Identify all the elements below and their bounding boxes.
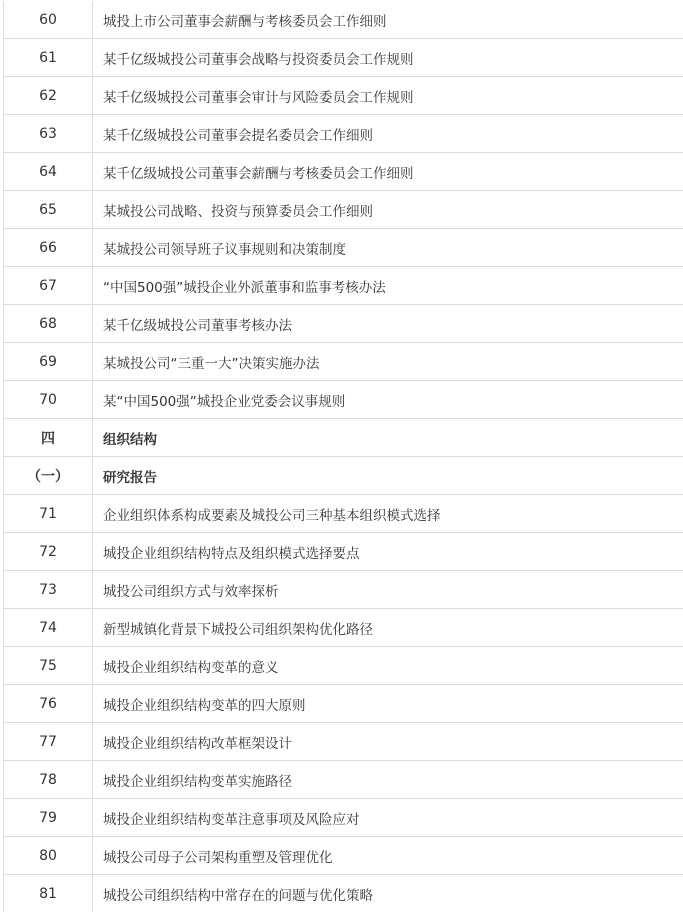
- row-number: 62: [4, 77, 93, 114]
- row-title: 城投企业组织结构变革的四大原则: [103, 697, 306, 714]
- table-row: [4, 533, 683, 571]
- row-number: 68: [4, 305, 93, 342]
- row-number: 61: [4, 39, 93, 76]
- row-title: 某“中国500强”城投企业党委会议事规则: [103, 393, 346, 410]
- row-title: 城投公司母子公司架构重塑及管理优化: [103, 849, 333, 866]
- row-number: 76: [4, 685, 93, 722]
- row-title: 某千亿级城投公司董事会提名委员会工作细则: [103, 127, 373, 144]
- row-title: 新型城镇化背景下城投公司组织架构优化路径: [103, 621, 373, 638]
- row-number: 78: [4, 761, 93, 798]
- row-number: 80: [4, 837, 93, 874]
- table-row: [4, 229, 683, 267]
- row-title: 某千亿级城投公司董事会薪酬与考核委员会工作细则: [103, 165, 414, 182]
- subsection-heading-row: [4, 457, 683, 495]
- table-row: [4, 571, 683, 609]
- table-row: [4, 875, 683, 912]
- row-title: 城投企业组织结构变革实施路径: [103, 773, 292, 790]
- table-row: [4, 39, 683, 77]
- table-row: [4, 305, 683, 343]
- row-number: 74: [4, 609, 93, 646]
- row-number: 73: [4, 571, 93, 608]
- table-row: [4, 1, 683, 39]
- row-number: 69: [4, 343, 93, 380]
- catalog-table: [3, 1, 683, 912]
- row-title: 城投企业组织结构特点及组织模式选择要点: [103, 545, 360, 562]
- table-row: [4, 495, 683, 533]
- row-title: 城投企业组织结构变革注意事项及风险应对: [103, 811, 360, 828]
- table-row: [4, 381, 683, 419]
- row-number: 70: [4, 381, 93, 418]
- subsection-title: 研究报告: [103, 469, 157, 486]
- table-row: [4, 191, 683, 229]
- row-number: 72: [4, 533, 93, 570]
- row-number: 81: [4, 875, 93, 912]
- row-title: 城投企业组织结构变革的意义: [103, 659, 279, 676]
- row-title: “中国500强”城投企业外派董事和监事考核办法: [103, 279, 386, 296]
- row-title: 城投企业组织结构改革框架设计: [103, 735, 292, 752]
- row-number: 77: [4, 723, 93, 760]
- row-number: 79: [4, 799, 93, 836]
- subsection-number: （一）: [4, 457, 93, 494]
- row-number: 71: [4, 495, 93, 532]
- row-title: 某城投公司“三重一大”决策实施办法: [103, 355, 320, 372]
- table-row: [4, 685, 683, 723]
- table-row: [4, 267, 683, 305]
- row-number: 65: [4, 191, 93, 228]
- row-title: 某千亿级城投公司董事考核办法: [103, 317, 292, 334]
- table-row: [4, 837, 683, 875]
- section-number: 四: [4, 419, 93, 456]
- row-number: 67: [4, 267, 93, 304]
- row-number: 63: [4, 115, 93, 152]
- section-heading-row: [4, 419, 683, 457]
- row-title: 城投公司组织方式与效率探析: [103, 583, 279, 600]
- row-number: 64: [4, 153, 93, 190]
- row-title: 某千亿级城投公司董事会战略与投资委员会工作规则: [103, 51, 414, 68]
- table-row: [4, 799, 683, 837]
- row-number: 75: [4, 647, 93, 684]
- row-title: 企业组织体系构成要素及城投公司三种基本组织模式选择: [103, 507, 441, 524]
- table-row: [4, 115, 683, 153]
- table-row: [4, 647, 683, 685]
- row-title: 某千亿级城投公司董事会审计与风险委员会工作规则: [103, 89, 414, 106]
- table-row: [4, 723, 683, 761]
- table-row: [4, 761, 683, 799]
- row-title: 某城投公司领导班子议事规则和决策制度: [103, 241, 346, 258]
- row-title: 城投上市公司董事会薪酬与考核委员会工作细则: [103, 13, 387, 30]
- table-row: [4, 77, 683, 115]
- table-row: [4, 343, 683, 381]
- row-number: 66: [4, 229, 93, 266]
- row-number: 60: [4, 1, 93, 38]
- section-title: 组织结构: [103, 431, 157, 448]
- row-title: 某城投公司战略、投资与预算委员会工作细则: [103, 203, 373, 220]
- row-title: 城投公司组织结构中常存在的问题与优化策略: [103, 887, 373, 904]
- table-row: [4, 153, 683, 191]
- table-row: [4, 609, 683, 647]
